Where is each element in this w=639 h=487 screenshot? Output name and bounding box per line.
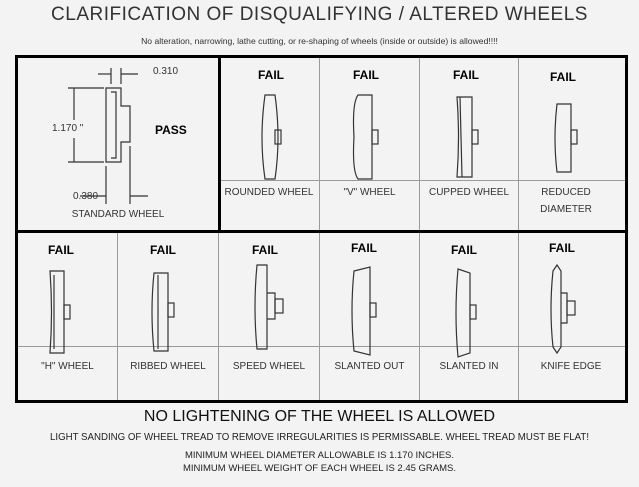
wheel-cell	[320, 233, 419, 400]
knife-edge-wheel-icon	[549, 265, 599, 355]
dimension-bottom-label: 0.380	[73, 191, 99, 202]
fail-status: FAIL	[451, 243, 477, 257]
footer-min-diameter: MINIMUM WHEEL DIAMETER ALLOWABLE IS 1.170 INCHES.	[184, 450, 455, 461]
speed-wheel-icon	[253, 263, 303, 353]
wheel-label: CUPPED WHEEL	[428, 187, 509, 198]
wheel-cell	[420, 58, 518, 230]
fail-status: FAIL	[252, 243, 278, 257]
ribbed-wheel-icon	[150, 271, 190, 361]
wheel-cell	[320, 58, 419, 230]
standard-wheel-cell	[18, 58, 218, 230]
footer-headline: NO LIGHTENING OF THE WHEEL IS ALLOWED	[143, 408, 496, 425]
wheel-cell	[519, 233, 625, 400]
wheel-label-line2: DIAMETER	[540, 204, 592, 215]
footer-min-weight: MINIMUM WHEEL WEIGHT OF EACH WHEEL IS 2.45 GRAMS.	[182, 463, 457, 474]
wheel-label: REDUCED	[541, 187, 591, 198]
wheel-label: "H" WHEEL	[41, 361, 94, 372]
slanted-out-wheel-icon	[350, 267, 390, 357]
fail-status: FAIL	[353, 68, 379, 82]
wheel-label: SLANTED IN	[439, 361, 499, 372]
reduced-diameter-wheel-icon	[553, 102, 593, 182]
dimension-top-label: 0.310	[153, 66, 179, 77]
page-subtitle: No alteration, narrowing, lathe cutting, or re-shaping of wheels (inside or outside) is allowed!!!!	[141, 36, 498, 46]
slanted-in-wheel-icon	[454, 269, 494, 359]
standard-wheel-dimension-icon	[18, 58, 218, 230]
wheel-label: KNIFE EDGE	[540, 361, 602, 372]
fail-status: FAIL	[48, 243, 74, 257]
wheel-cell	[118, 233, 218, 400]
standard-wheel-label: STANDARD WHEEL	[71, 209, 165, 220]
h-wheel-icon	[46, 269, 86, 359]
fail-status: FAIL	[150, 243, 176, 257]
fail-status: FAIL	[453, 68, 479, 82]
pass-status: PASS	[155, 123, 187, 137]
wheel-label: "V" WHEEL	[343, 187, 396, 198]
wheel-label: SLANTED OUT	[334, 361, 405, 372]
wheel-label: SPEED WHEEL	[232, 361, 306, 372]
fail-status: FAIL	[258, 68, 284, 82]
dimension-left-label: 1.170 "	[52, 123, 84, 134]
footer-note: LIGHT SANDING OF WHEEL TREAD TO REMOVE IRREGULARITIES IS PERMISSABLE. WHEEL TREAD MUST BE FLAT!	[49, 432, 590, 443]
wheel-cell	[18, 233, 117, 400]
fail-status: FAIL	[351, 241, 377, 255]
wheel-cell	[219, 233, 319, 400]
v-wheel-icon	[352, 93, 392, 183]
wheel-cell	[420, 233, 518, 400]
wheel-cell	[519, 58, 625, 230]
fail-status: FAIL	[549, 241, 575, 255]
wheel-cell	[221, 58, 319, 230]
cupped-wheel-icon	[454, 93, 494, 183]
wheel-label: RIBBED WHEEL	[130, 361, 206, 372]
rounded-wheel-icon	[259, 93, 299, 183]
page-title: CLARIFICATION OF DISQUALIFYING / ALTERED WHEELS	[51, 4, 588, 25]
wheel-label: ROUNDED WHEEL	[224, 187, 314, 198]
fail-status: FAIL	[550, 70, 576, 84]
